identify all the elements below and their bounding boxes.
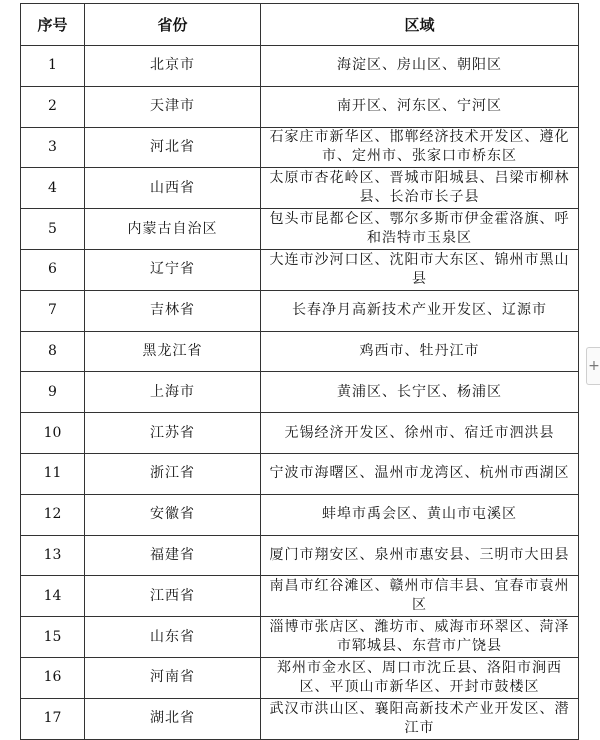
cell-province: 辽宁省 [85,249,261,290]
cell-province: 吉林省 [85,290,261,331]
cell-no: 6 [21,249,85,290]
table-row [21,46,579,87]
plus-icon: + [588,358,600,374]
cell-no: 16 [21,657,85,698]
cell-no: 4 [21,168,85,209]
table-row [21,168,579,209]
cell-province: 江西省 [85,576,261,617]
cell-no: 1 [21,46,85,87]
header-region: 区域 [261,4,579,46]
table-row [21,698,579,739]
table-row [21,372,579,413]
header-no: 序号 [21,4,85,46]
cell-province: 黑龙江省 [85,331,261,372]
table-row [21,86,579,127]
cell-no: 17 [21,698,85,739]
cell-no: 3 [21,127,85,168]
cell-region: 南开区、河东区、宁河区 [261,86,579,127]
table-body [21,46,579,740]
cell-region: 南昌市红谷滩区、赣州市信丰县、宜春市袁州区 [261,576,579,617]
cell-province: 安徽省 [85,494,261,535]
cell-region: 宁波市海曙区、温州市龙湾区、杭州市西湖区 [261,453,579,494]
cell-region: 郑州市金水区、周口市沈丘县、洛阳市涧西区、平顶山市新华区、开封市鼓楼区 [261,657,579,698]
cell-province: 天津市 [85,86,261,127]
table-row [21,249,579,290]
cell-region: 包头市昆都仑区、鄂尔多斯市伊金霍洛旗、呼和浩特市玉泉区 [261,209,579,250]
cell-no: 14 [21,576,85,617]
table-row [21,617,579,658]
cell-province: 北京市 [85,46,261,87]
table-header-row [21,4,579,46]
cell-no: 15 [21,617,85,658]
cell-region: 黄浦区、长宁区、杨浦区 [261,372,579,413]
expand-button[interactable] [586,347,600,385]
cell-region: 武汉市洪山区、襄阳高新技术产业开发区、潜江市 [261,698,579,739]
cell-province: 河南省 [85,657,261,698]
cell-province: 浙江省 [85,453,261,494]
cell-no: 12 [21,494,85,535]
cell-province: 山西省 [85,168,261,209]
cell-no: 8 [21,331,85,372]
cell-province: 江苏省 [85,413,261,454]
cell-region: 长春净月高新技术产业开发区、辽源市 [261,290,579,331]
cell-region: 大连市沙河口区、沈阳市大东区、锦州市黑山县 [261,249,579,290]
cell-region: 海淀区、房山区、朝阳区 [261,46,579,87]
table-row [21,535,579,576]
cell-region: 太原市杏花岭区、晋城市阳城县、吕梁市柳林县、长治市长子县 [261,168,579,209]
cell-province: 福建省 [85,535,261,576]
cell-province: 内蒙古自治区 [85,209,261,250]
table-row [21,413,579,454]
cell-no: 10 [21,413,85,454]
cell-region: 石家庄市新华区、邯郸经济技术开发区、遵化市、定州市、张家口市桥东区 [261,127,579,168]
table-row [21,209,579,250]
cell-region: 蚌埠市禹会区、黄山市屯溪区 [261,494,579,535]
cell-no: 9 [21,372,85,413]
table-row [21,657,579,698]
table-row [21,290,579,331]
table-row [21,576,579,617]
cell-province: 山东省 [85,617,261,658]
table-row [21,453,579,494]
regions-table [20,3,579,740]
cell-region: 淄博市张店区、潍坊市、威海市环翠区、菏泽市郓城县、东营市广饶县 [261,617,579,658]
cell-province: 上海市 [85,372,261,413]
table-row [21,494,579,535]
cell-no: 7 [21,290,85,331]
cell-region: 鸡西市、牡丹江市 [261,331,579,372]
header-province: 省份 [85,4,261,46]
cell-no: 13 [21,535,85,576]
table-row [21,331,579,372]
table-row [21,127,579,168]
cell-region: 厦门市翔安区、泉州市惠安县、三明市大田县 [261,535,579,576]
cell-no: 5 [21,209,85,250]
cell-region: 无锡经济开发区、徐州市、宿迁市泗洪县 [261,413,579,454]
cell-no: 2 [21,86,85,127]
cell-province: 湖北省 [85,698,261,739]
cell-province: 河北省 [85,127,261,168]
cell-no: 11 [21,453,85,494]
